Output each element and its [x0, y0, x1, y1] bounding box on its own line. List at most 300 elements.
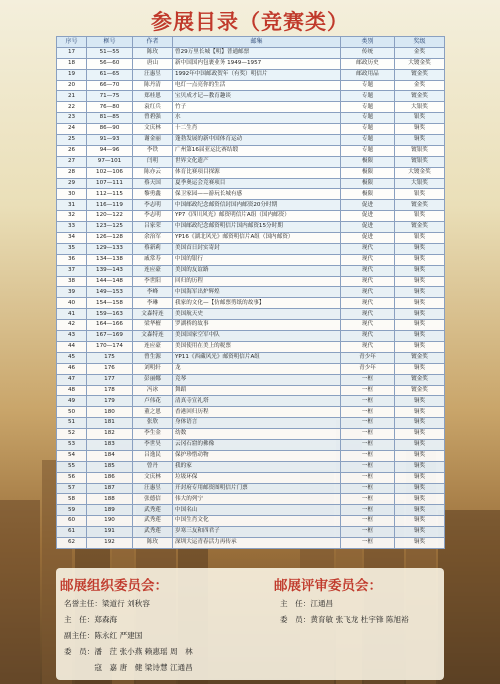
row-collection: 十二生肖 — [173, 124, 341, 135]
row-frame: 180 — [87, 407, 133, 418]
row-index: 61 — [57, 527, 87, 538]
row-category: 一框 — [341, 505, 395, 516]
row-collection: 中国名山 — [173, 505, 341, 516]
table-row — [57, 211, 445, 222]
row-category: 现代 — [341, 254, 395, 265]
row-index: 55 — [57, 461, 87, 472]
row-frame: 102—106 — [87, 167, 133, 178]
row-collection: 回归的历程 — [173, 276, 341, 287]
row-award: 大银奖 — [395, 178, 445, 189]
row-frame: 164—166 — [87, 320, 133, 331]
row-frame: 186 — [87, 472, 133, 483]
row-author: 文森特连 — [133, 331, 173, 342]
row-award: 铜奖 — [395, 298, 445, 309]
row-author: 吕家荣 — [133, 222, 173, 233]
org-line: 名誉主任：梁道行 刘秋容 — [64, 599, 150, 608]
row-collection: 宝贝成才记—教育趣谈 — [173, 91, 341, 102]
table-row — [57, 243, 445, 254]
row-category: 一框 — [341, 418, 395, 429]
row-collection: 世界文化遗产 — [173, 156, 341, 167]
org-line: 副主任：陈永红 严建国 — [64, 631, 143, 640]
row-index: 39 — [57, 287, 87, 298]
row-collection: 罗湖桥的故事 — [173, 320, 341, 331]
row-frame: 144—148 — [87, 276, 133, 287]
table-row — [57, 222, 445, 233]
row-author: 李铁 — [133, 145, 173, 156]
row-award: 镀金奖 — [395, 200, 445, 211]
row-collection: 中国生肖文化 — [173, 516, 341, 527]
row-frame: 112—115 — [87, 189, 133, 200]
row-category: 一框 — [341, 494, 395, 505]
row-frame: 190 — [87, 516, 133, 527]
table-row — [57, 80, 445, 91]
row-frame: 179 — [87, 396, 133, 407]
row-author: 吕逸民 — [133, 450, 173, 461]
row-category: 青少年 — [341, 352, 395, 363]
row-index: 29 — [57, 178, 87, 189]
row-category: 促进 — [341, 233, 395, 244]
row-category: 一框 — [341, 374, 395, 385]
row-category: 现代 — [341, 276, 395, 287]
header-author: 作者 — [133, 37, 173, 48]
row-collection: 保卫家园——游玩长城有感 — [173, 189, 341, 200]
row-frame: 120—122 — [87, 211, 133, 222]
row-award: 镀金奖 — [395, 374, 445, 385]
row-award: 铜奖 — [395, 516, 445, 527]
row-category: 一框 — [341, 385, 395, 396]
table-row — [57, 47, 445, 58]
row-award: 铜奖 — [395, 439, 445, 450]
row-collection: 美国航天史 — [173, 309, 341, 320]
row-category: 极限 — [341, 189, 395, 200]
row-author: 余治军 — [133, 233, 173, 244]
row-author: 李生金 — [133, 429, 173, 440]
page-title: 参展目录（竞赛类） — [151, 9, 349, 34]
row-author: 曾丹 — [133, 461, 173, 472]
row-frame: 184 — [87, 450, 133, 461]
row-category: 现代 — [341, 320, 395, 331]
row-category: 一框 — [341, 461, 395, 472]
row-award: 铜奖 — [395, 363, 445, 374]
row-index: 50 — [57, 407, 87, 418]
row-collection: 体育比赛项目探源 — [173, 167, 341, 178]
row-frame: 56—60 — [87, 58, 133, 69]
row-index: 23 — [57, 113, 87, 124]
row-award: 大镀金奖 — [395, 167, 445, 178]
row-collection: 夏季奥运会竞赛项目 — [173, 178, 341, 189]
row-collection: 水 — [173, 113, 341, 124]
table-row — [57, 527, 445, 538]
row-collection: 香港回归历程 — [173, 407, 341, 418]
row-frame: 81—85 — [87, 113, 133, 124]
row-author: 连应豪 — [133, 265, 173, 276]
row-award: 铜奖 — [395, 505, 445, 516]
row-index: 60 — [57, 516, 87, 527]
row-collection: 广州第16届亚运比赛结缎 — [173, 145, 341, 156]
row-category: 青少年 — [341, 363, 395, 374]
row-frame: 181 — [87, 418, 133, 429]
row-index: 49 — [57, 396, 87, 407]
row-author: 文庆林 — [133, 472, 173, 483]
row-index: 38 — [57, 276, 87, 287]
row-award: 金奖 — [395, 47, 445, 58]
row-category: 邮政用品 — [341, 69, 395, 80]
row-collection: 1992年中国邮政贺年（有奖）明信片 — [173, 69, 341, 80]
row-category: 专题 — [341, 80, 395, 91]
table-row — [57, 102, 445, 113]
table-row — [57, 516, 445, 527]
row-author: 闫明 — [133, 156, 173, 167]
row-index: 43 — [57, 331, 87, 342]
row-frame: 129—133 — [87, 243, 133, 254]
row-award: 铜奖 — [395, 276, 445, 287]
row-collection: 开封府专用邮资图明信片门票 — [173, 483, 341, 494]
row-author: 陈玫 — [133, 537, 173, 548]
row-author: 唐山 — [133, 58, 173, 69]
table-row — [57, 200, 445, 211]
table-row — [57, 254, 445, 265]
row-frame: 91—93 — [87, 135, 133, 146]
row-frame: 177 — [87, 374, 133, 385]
row-author: 汪惠昱 — [133, 483, 173, 494]
row-collection: 保护珍惜动物 — [173, 450, 341, 461]
row-index: 27 — [57, 156, 87, 167]
table-row — [57, 69, 445, 80]
row-author: 梁华檀 — [133, 320, 173, 331]
row-award: 铜奖 — [395, 537, 445, 548]
row-award: 银奖 — [395, 113, 445, 124]
row-frame: 61—65 — [87, 69, 133, 80]
row-author: 李峰 — [133, 287, 173, 298]
row-category: 邮政历史 — [341, 58, 395, 69]
row-author: 武秀莲 — [133, 505, 173, 516]
row-author: 董之恩 — [133, 407, 173, 418]
row-frame: 178 — [87, 385, 133, 396]
row-author: 袁红兵 — [133, 102, 173, 113]
row-frame: 66—70 — [87, 80, 133, 91]
row-award: 铜奖 — [395, 265, 445, 276]
row-author: 冯冰 — [133, 385, 173, 396]
row-award: 铜奖 — [395, 418, 445, 429]
row-category: 专题 — [341, 145, 395, 156]
row-award: 铜奖 — [395, 527, 445, 538]
row-index: 46 — [57, 363, 87, 374]
row-award: 镀银奖 — [395, 145, 445, 156]
row-frame: 185 — [87, 461, 133, 472]
table-row — [57, 450, 445, 461]
table-row — [57, 396, 445, 407]
row-category: 一框 — [341, 516, 395, 527]
table-row — [57, 145, 445, 156]
row-frame: 149—153 — [87, 287, 133, 298]
row-author: 张德信 — [133, 494, 173, 505]
org-line: 委 员：潘 茳 张小燕 赖惠瑶 周 林 — [64, 647, 193, 656]
table-row — [57, 494, 445, 505]
header-category: 类别 — [341, 37, 395, 48]
table-row — [57, 124, 445, 135]
row-author: 李世阳 — [133, 276, 173, 287]
row-author: 曾碧强 — [133, 113, 173, 124]
row-category: 现代 — [341, 341, 395, 352]
table-row — [57, 407, 445, 418]
row-collection: YP11《西藏风光》邮资明信片A组 — [173, 352, 341, 363]
row-author: 蔡天国 — [133, 178, 173, 189]
header-award: 奖级 — [395, 37, 445, 48]
row-frame: 182 — [87, 429, 133, 440]
exhibit-table — [56, 36, 445, 549]
row-award: 金奖 — [395, 80, 445, 91]
row-award: 铜奖 — [395, 461, 445, 472]
row-award: 镀银奖 — [395, 156, 445, 167]
row-frame: 170—174 — [87, 341, 133, 352]
row-index: 17 — [57, 47, 87, 58]
row-frame: 126—128 — [87, 233, 133, 244]
row-index: 28 — [57, 167, 87, 178]
row-frame: 183 — [87, 439, 133, 450]
row-frame: 191 — [87, 527, 133, 538]
row-index: 47 — [57, 374, 87, 385]
table-row — [57, 472, 445, 483]
row-award: 镀金奖 — [395, 352, 445, 363]
row-author: 彭丽娜 — [133, 374, 173, 385]
table-row — [57, 156, 445, 167]
row-category: 专题 — [341, 91, 395, 102]
row-frame: 189 — [87, 505, 133, 516]
row-category: 现代 — [341, 298, 395, 309]
row-collection: 中国邮政纪念邮资明信片国内邮资15分时期 — [173, 222, 341, 233]
row-award: 铜奖 — [395, 341, 445, 352]
row-index: 51 — [57, 418, 87, 429]
row-award: 铜奖 — [395, 407, 445, 418]
row-category: 促进 — [341, 200, 395, 211]
row-author: 汪惠昱 — [133, 69, 173, 80]
row-index: 18 — [57, 58, 87, 69]
org-line: 寇 嘉 唐 健 梁诗慧 江通昌 — [64, 663, 193, 672]
row-category: 现代 — [341, 265, 395, 276]
row-collection: 清真寺宣礼塔 — [173, 396, 341, 407]
row-collection: 伟大的列宁 — [173, 494, 341, 505]
row-author: 张欣 — [133, 418, 173, 429]
row-index: 20 — [57, 80, 87, 91]
table-row — [57, 178, 445, 189]
row-category: 极限 — [341, 178, 395, 189]
row-index: 54 — [57, 450, 87, 461]
row-index: 36 — [57, 254, 87, 265]
table-row — [57, 385, 445, 396]
row-collection: YP7《四川风光》邮资明信片A组（国内邮资） — [173, 211, 341, 222]
row-index: 58 — [57, 494, 87, 505]
row-index: 45 — [57, 352, 87, 363]
row-index: 52 — [57, 429, 87, 440]
table-row — [57, 91, 445, 102]
row-collection: 舞蹈 — [173, 385, 341, 396]
table-row — [57, 418, 445, 429]
row-collection: 新中国国内包裹业务 1949—1957 — [173, 58, 341, 69]
row-author: 曾生源 — [133, 352, 173, 363]
table-row — [57, 298, 445, 309]
row-index: 35 — [57, 243, 87, 254]
row-index: 44 — [57, 341, 87, 352]
row-collection: 身体语言 — [173, 418, 341, 429]
row-award: 铜奖 — [395, 309, 445, 320]
row-award: 银奖 — [395, 189, 445, 200]
row-index: 31 — [57, 200, 87, 211]
row-award: 镀金奖 — [395, 385, 445, 396]
row-category: 一框 — [341, 537, 395, 548]
row-collection: 美国首日封实寄封 — [173, 243, 341, 254]
row-collection: 美国国家空军中队 — [173, 331, 341, 342]
row-author: 郑桂恩 — [133, 91, 173, 102]
row-frame: 139—143 — [87, 265, 133, 276]
row-frame: 51—55 — [87, 47, 133, 58]
header-frame: 框号 — [87, 37, 133, 48]
table-row — [57, 113, 445, 124]
row-award: 铜奖 — [395, 124, 445, 135]
row-award: 大银奖 — [395, 102, 445, 113]
row-author: 李世昊 — [133, 439, 173, 450]
row-author: 戚常寿 — [133, 254, 173, 265]
row-category: 一框 — [341, 527, 395, 538]
row-index: 30 — [57, 189, 87, 200]
row-category: 极限 — [341, 156, 395, 167]
table-row — [57, 374, 445, 385]
row-author: 文森特连 — [133, 309, 173, 320]
row-index: 24 — [57, 124, 87, 135]
row-collection: 中国的银行 — [173, 254, 341, 265]
row-collection: 美国使用在美上的税票 — [173, 341, 341, 352]
organizing-committee-title: 邮展组织委员会： — [60, 578, 168, 594]
row-index: 59 — [57, 505, 87, 516]
row-author: 李志明 — [133, 200, 173, 211]
row-collection: 垃圾环保 — [173, 472, 341, 483]
row-index: 33 — [57, 222, 87, 233]
row-index: 22 — [57, 102, 87, 113]
row-category: 现代 — [341, 287, 395, 298]
row-collection: 电灯一点亮你的生活 — [173, 80, 341, 91]
row-award: 银奖 — [395, 233, 445, 244]
row-award: 铜奖 — [395, 254, 445, 265]
row-award: 铜奖 — [395, 287, 445, 298]
row-collection: 幼数 — [173, 429, 341, 440]
row-collection: 深圳大运青春活力再传承 — [173, 537, 341, 548]
table-row — [57, 483, 445, 494]
row-award: 铜奖 — [395, 483, 445, 494]
row-category: 一框 — [341, 396, 395, 407]
row-index: 32 — [57, 211, 87, 222]
row-award: 铜奖 — [395, 494, 445, 505]
row-frame: 107—111 — [87, 178, 133, 189]
row-author: 陈亦云 — [133, 167, 173, 178]
table-row — [57, 352, 445, 363]
row-collection: YP16《湖北风光》邮资明信片A组（国内邮资） — [173, 233, 341, 244]
row-index: 57 — [57, 483, 87, 494]
table-row — [57, 341, 445, 352]
row-category: 极限 — [341, 167, 395, 178]
row-index: 48 — [57, 385, 87, 396]
table-row — [57, 331, 445, 342]
row-index: 21 — [57, 91, 87, 102]
row-collection: 岁寒三友和四君子 — [173, 527, 341, 538]
table-row — [57, 265, 445, 276]
row-frame: 175 — [87, 352, 133, 363]
row-collection: 美国的友谊路 — [173, 265, 341, 276]
row-author: 武秀莲 — [133, 527, 173, 538]
row-frame: 76—80 — [87, 102, 133, 113]
row-award: 银奖 — [395, 211, 445, 222]
row-author: 李琳 — [133, 298, 173, 309]
row-category: 现代 — [341, 331, 395, 342]
table-row — [57, 287, 445, 298]
row-author: 文庆林 — [133, 124, 173, 135]
row-author: 李志明 — [133, 211, 173, 222]
row-award: 铜奖 — [395, 331, 445, 342]
row-index: 41 — [57, 309, 87, 320]
row-author: 黎勇鑫 — [133, 189, 173, 200]
row-collection: 曾29万里长城【明】普通邮票 — [173, 47, 341, 58]
row-award: 铜奖 — [395, 135, 445, 146]
table-row — [57, 505, 445, 516]
row-index: 26 — [57, 145, 87, 156]
row-collection: 竹子 — [173, 102, 341, 113]
row-frame: 94—96 — [87, 145, 133, 156]
table-row — [57, 429, 445, 440]
row-award: 铜奖 — [395, 450, 445, 461]
row-frame: 86—90 — [87, 124, 133, 135]
org-line: 主 任：郑森海 — [64, 615, 118, 624]
row-category: 促进 — [341, 222, 395, 233]
row-frame: 154—158 — [87, 298, 133, 309]
row-award: 铜奖 — [395, 472, 445, 483]
row-author: 武秀莲 — [133, 516, 173, 527]
row-author: 连应豪 — [133, 341, 173, 352]
header-index: 序号 — [57, 37, 87, 48]
row-award: 镀金奖 — [395, 222, 445, 233]
table-row — [57, 58, 445, 69]
table-row — [57, 320, 445, 331]
row-collection: 我的家 — [173, 461, 341, 472]
row-award: 镀金奖 — [395, 69, 445, 80]
row-index: 62 — [57, 537, 87, 548]
table-row — [57, 439, 445, 450]
row-category: 促进 — [341, 211, 395, 222]
row-category: 专题 — [341, 102, 395, 113]
row-author: 卢伟花 — [133, 396, 173, 407]
row-author: 刘明轩 — [133, 363, 173, 374]
row-index: 42 — [57, 320, 87, 331]
row-award: 铜奖 — [395, 320, 445, 331]
row-category: 一框 — [341, 483, 395, 494]
row-index: 53 — [57, 439, 87, 450]
table-row — [57, 189, 445, 200]
row-award: 铜奖 — [395, 243, 445, 254]
row-collection: 中国海军出炉辉煌 — [173, 287, 341, 298]
row-index: 34 — [57, 233, 87, 244]
row-category: 专题 — [341, 113, 395, 124]
table-row — [57, 276, 445, 287]
row-category: 一框 — [341, 429, 395, 440]
committee-panel — [56, 568, 444, 680]
row-frame: 123—125 — [87, 222, 133, 233]
row-author: 陈玫 — [133, 47, 173, 58]
row-category: 一框 — [341, 472, 395, 483]
row-award: 镀金奖 — [395, 91, 445, 102]
row-category: 现代 — [341, 243, 395, 254]
table-row — [57, 233, 445, 244]
row-category: 专题 — [341, 124, 395, 135]
row-index: 25 — [57, 135, 87, 146]
row-collection: 我家的文化—【仿邮票剪纸的故事】 — [173, 298, 341, 309]
row-author: 谢金丽 — [133, 135, 173, 146]
